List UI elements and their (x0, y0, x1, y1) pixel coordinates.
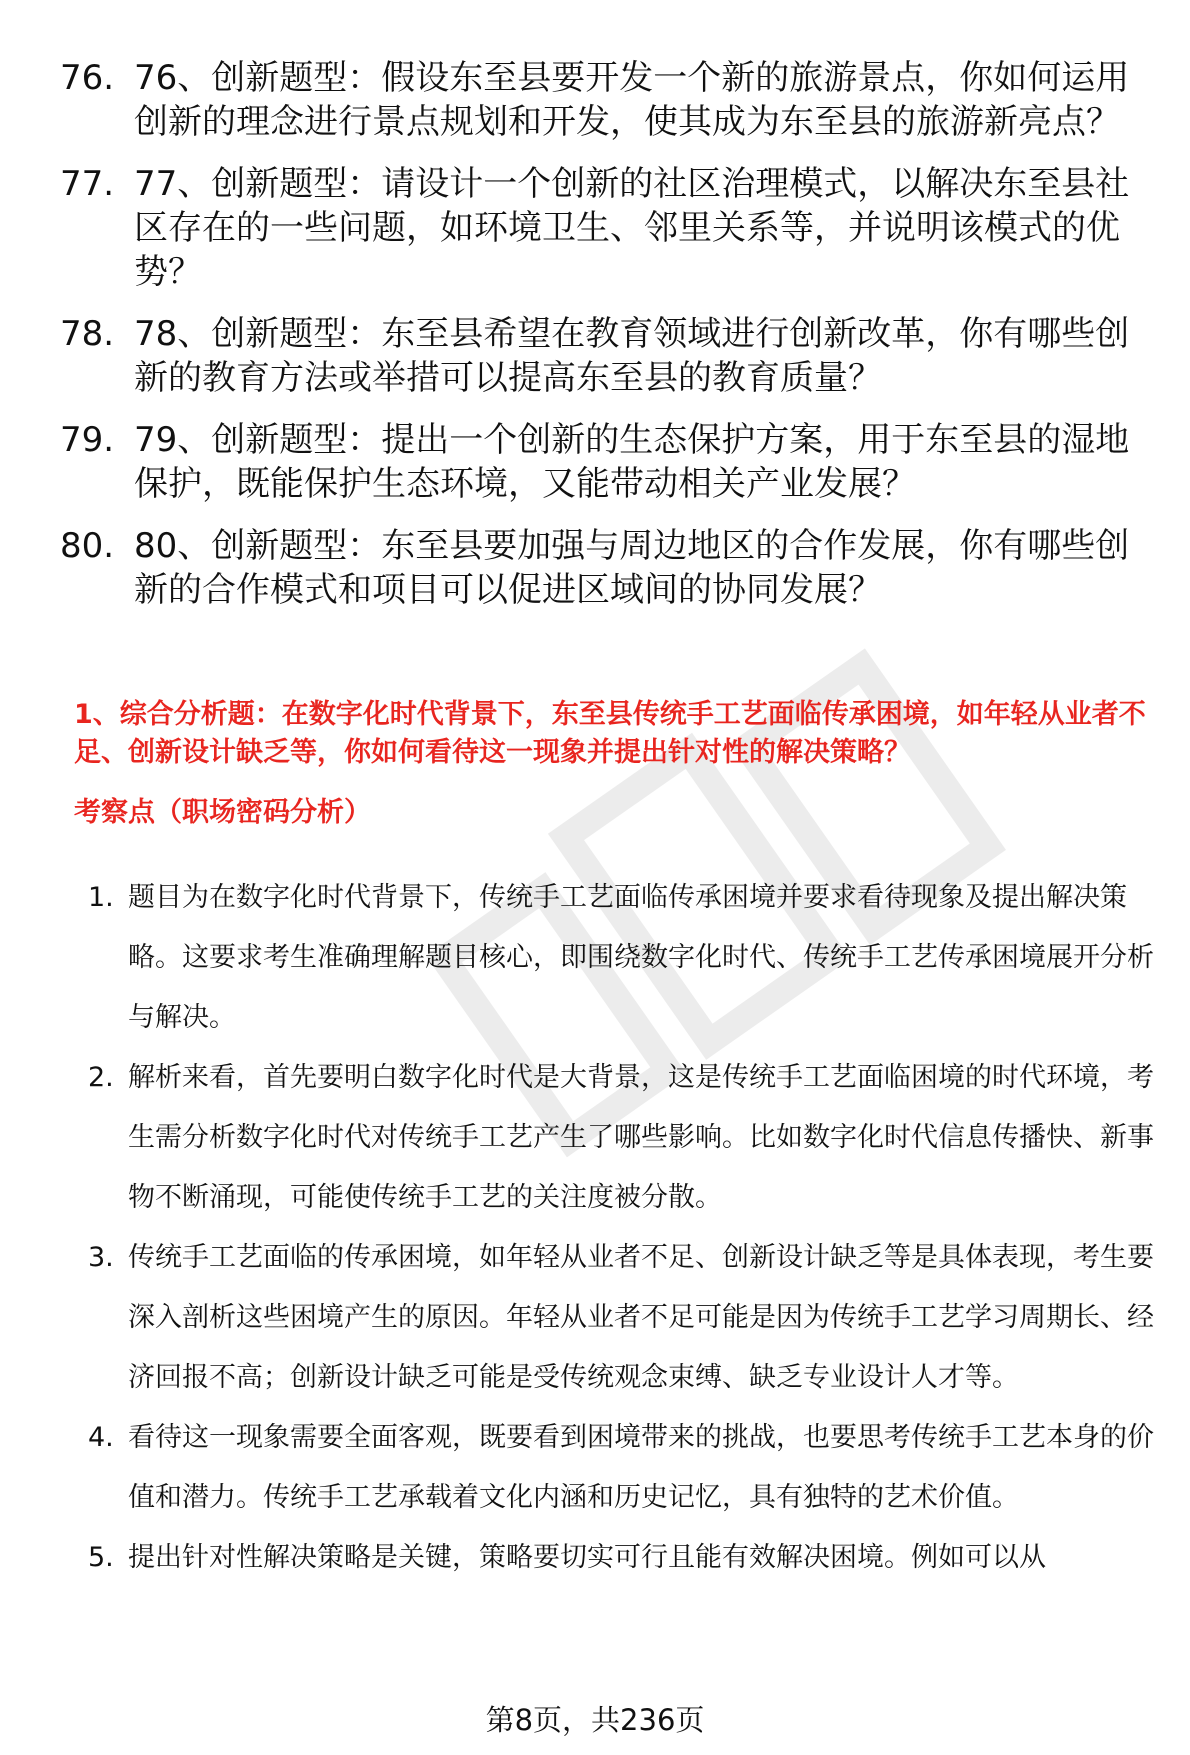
question-text: 79、创新题型：提出一个创新的生态保护方案，用于东至县的湿地保护，既能保护生态环境，又能带动相关产业发展？ (134, 420, 1130, 504)
question-number: 80. (60, 526, 115, 566)
list-item (88, 1528, 1158, 1588)
list-item (88, 1048, 1158, 1228)
point-number: 1. (88, 882, 114, 913)
question-number: 77. (60, 164, 115, 204)
point-number: 3. (88, 1242, 114, 1273)
list-item (60, 56, 1160, 144)
point-number: 5. (88, 1542, 114, 1573)
list-item (60, 418, 1160, 506)
analysis-point-list (88, 868, 1158, 1588)
point-text: 题目为在数字化时代背景下，传统手工艺面临传承困境并要求看待现象及提出解决策略。这要求考生准确理解题目核心，即围绕数字化时代、传统手工艺传承困境展开分析与解决。 (128, 882, 1154, 1033)
list-item (88, 1228, 1158, 1408)
list-item (88, 1408, 1158, 1528)
question-number: 76. (60, 58, 115, 98)
page-footer: 第8页，共236页 (485, 1703, 705, 1737)
point-text: 看待这一现象需要全面客观，既要看到困境带来的挑战，也要思考传统手工艺本身的价值和潜力。传统手工艺承载着文化内涵和历史记忆，具有独特的艺术价值。 (128, 1422, 1154, 1513)
question-text: 77、创新题型：请设计一个创新的社区治理模式，以解决东至县社区存在的一些问题，如环境卫生、邻里关系等，并说明该模式的优势？ (134, 164, 1130, 292)
point-number: 2. (88, 1062, 114, 1093)
list-item (60, 162, 1160, 294)
question-number: 78. (60, 314, 115, 354)
analysis-question-heading: 1、综合分析题：在数字化时代背景下，东至县传统手工艺面临传承困境，如年轻从业者不足、创新设计缺乏等，你如何看待这一现象并提出针对性的解决策略？ (74, 699, 1146, 768)
point-text: 传统手工艺面临的传承困境，如年轻从业者不足、创新设计缺乏等是具体表现，考生要深入剖析这些困境产生的原因。年轻从业者不足可能是因为传统手工艺学习周期长、经济回报不高；创新设计缺乏可能是受传统观念束缚、缺乏专业设计人才等。 (128, 1242, 1154, 1393)
analysis-subheading: 考察点（职场密码分析） (74, 797, 371, 828)
list-item (60, 524, 1160, 612)
question-number: 79. (60, 420, 115, 460)
question-text: 76、创新题型：假设东至县要开发一个新的旅游景点，你如何运用创新的理念进行景点规划和开发，使其成为东至县的旅游新亮点？ (134, 58, 1130, 142)
point-number: 4. (88, 1422, 114, 1453)
question-list (60, 56, 1160, 630)
point-text: 提出针对性解决策略是关键，策略要切实可行且能有效解决困境。例如可以从 (128, 1542, 1046, 1573)
list-item (88, 868, 1158, 1048)
question-text: 80、创新题型：东至县要加强与周边地区的合作发展，你有哪些创新的合作模式和项目可以促进区域间的协同发展？ (134, 526, 1130, 610)
question-text: 78、创新题型：东至县希望在教育领域进行创新改革，你有哪些创新的教育方法或举措可以提高东至县的教育质量？ (134, 314, 1130, 398)
point-text: 解析来看，首先要明白数字化时代是大背景，这是传统手工艺面临困境的时代环境，考生需分析数字化时代对传统手工艺产生了哪些影响。比如数字化时代信息传播快、新事物不断涌现，可能使传统手工艺的关注度被分散。 (128, 1062, 1154, 1213)
list-item (60, 312, 1160, 400)
